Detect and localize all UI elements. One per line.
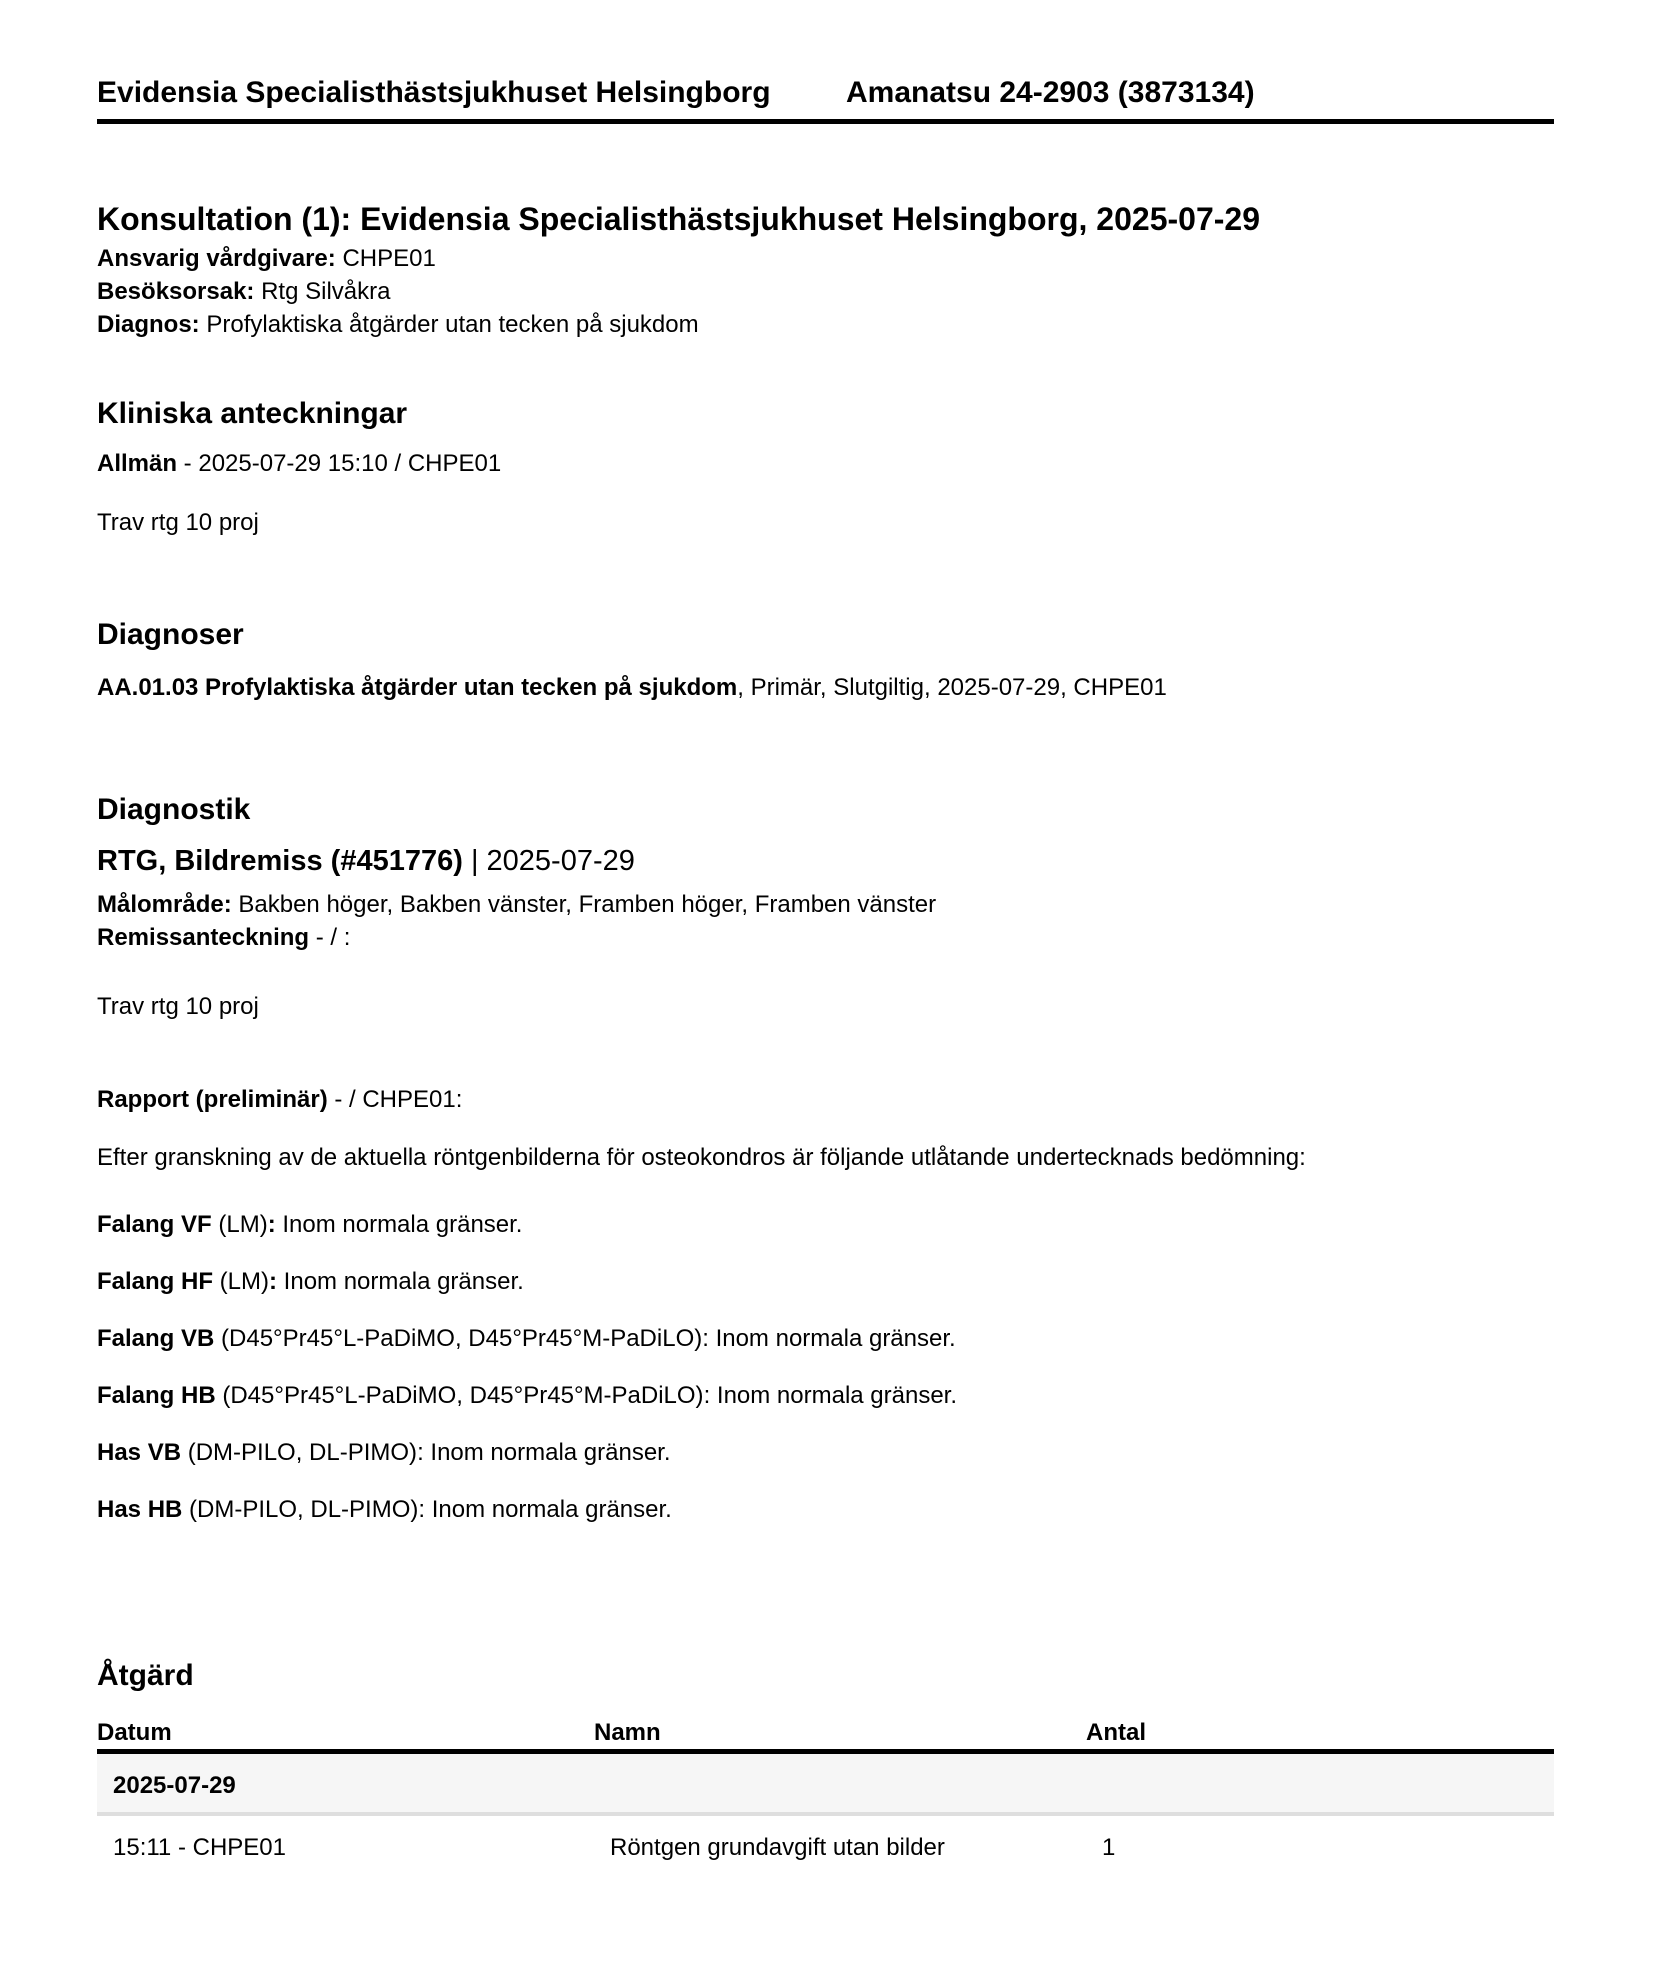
field-remissanteckning: [97, 921, 1554, 954]
referral-fields: [97, 888, 1554, 954]
field-ansvarig-vardgivare: [97, 242, 1554, 275]
document-header: [97, 75, 1554, 124]
finding-name: Falang HF: [97, 1268, 214, 1295]
referral-note-text: Trav rtg 10 proj: [97, 993, 259, 1020]
finding-detail: (LM): [211, 1211, 268, 1238]
field-value: - / :: [309, 924, 351, 951]
field-label: Besöksorsak:: [97, 278, 255, 305]
diagnostics-heading: Diagnostik: [97, 793, 251, 826]
field-diagnos: [97, 308, 1554, 341]
finding-has-hb: [97, 1493, 1554, 1526]
field-label: Ansvarig vårdgivare:: [97, 245, 336, 272]
finding-name: Has VB: [97, 1439, 182, 1466]
finding-falang-hf: [97, 1265, 1554, 1298]
field-value: Bakben höger, Bakben vänster, Framben höger, Framben vänster: [231, 891, 937, 918]
diagnosis-code-title: AA.01.03 Profylaktiska åtgärder utan tecken på sjukdom: [97, 674, 738, 701]
actions-table: [97, 1716, 1554, 1864]
diagnosis-details: , Primär, Slutgiltig, 2025-07-29, CHPE01: [737, 674, 1167, 701]
finding-name: Falang HB: [97, 1382, 216, 1409]
column-header-namn: Namn: [594, 1719, 661, 1746]
cell-antal: 1: [1102, 1834, 1116, 1861]
table-date-group-row: [97, 1754, 1554, 1816]
cell-namn: Röntgen grundavgift utan bilder: [610, 1834, 945, 1861]
finding-result: : Inom normala gränser.: [702, 1325, 956, 1352]
actions-heading: Åtgärd: [97, 1659, 194, 1692]
field-value: Profylaktiska åtgärder utan tecken på sjukdom: [199, 311, 699, 338]
field-label: Målområde:: [97, 891, 232, 918]
clinic-name: Evidensia Specialisthästsjukhuset Helsingborg: [97, 76, 771, 109]
finding-falang-vf: [97, 1208, 1554, 1241]
finding-detail: (DM-PILO, DL-PIMO): [182, 1496, 419, 1523]
finding-detail: (D45°Pr45°L-PaDiMO, D45°Pr45°M-PaDiLO): [214, 1325, 703, 1352]
referral-date: | 2025-07-29: [462, 845, 635, 877]
patient-identifier: Amanatsu 24-2903 (3873134): [846, 76, 1255, 109]
report-meta: - / CHPE01:: [327, 1086, 463, 1113]
finding-detail: (LM): [213, 1268, 270, 1295]
finding-result: : Inom normala gränser.: [417, 1439, 671, 1466]
finding-result: Inom normala gränser.: [277, 1268, 524, 1295]
finding-name: Falang VF: [97, 1211, 212, 1238]
field-besoksorsak: [97, 275, 1554, 308]
finding-falang-vb: [97, 1322, 1554, 1355]
actions-table-header: [97, 1716, 1554, 1754]
clinical-note-entry: [97, 447, 1554, 480]
finding-has-vb: [97, 1436, 1554, 1469]
column-header-antal: Antal: [1086, 1719, 1146, 1746]
finding-name: Has HB: [97, 1496, 183, 1523]
referral-title: RTG, Bildremiss (#451776): [97, 845, 463, 877]
finding-detail: (DM-PILO, DL-PIMO): [181, 1439, 418, 1466]
cell-datum: 15:11 - CHPE01: [113, 1834, 286, 1861]
clinical-notes-heading: Kliniska anteckningar: [97, 397, 408, 430]
finding-colon: :: [269, 1268, 278, 1295]
finding-detail: (D45°Pr45°L-PaDiMO, D45°Pr45°M-PaDiLO): [215, 1382, 704, 1409]
report-header: [97, 1083, 1554, 1116]
column-header-datum: Datum: [97, 1719, 172, 1746]
finding-result: : Inom normala gränser.: [418, 1496, 672, 1523]
consultation-title: Konsultation (1): Evidensia Specialisthästsjukhuset Helsingborg, 2025-07-29: [97, 201, 1260, 237]
report-intro: Efter granskning av de aktuella röntgenbilderna för osteokondros är följande utlåtande undertecknads bedömning:: [97, 1144, 1306, 1171]
consultation-info: [97, 242, 1554, 341]
diagnoses-heading: Diagnoser: [97, 618, 244, 651]
field-label: Remissanteckning: [97, 924, 310, 951]
diagnosis-entry: [97, 671, 1554, 704]
field-malomrade: [97, 888, 1554, 921]
finding-result: Inom normala gränser.: [275, 1211, 523, 1238]
field-value: CHPE01: [335, 245, 436, 272]
finding-colon: :: [267, 1211, 276, 1238]
field-value: Rtg Silvåkra: [254, 278, 391, 305]
clinical-note-text: Trav rtg 10 proj: [97, 509, 259, 536]
date-group-label: 2025-07-29: [113, 1772, 236, 1799]
table-row: [97, 1816, 1554, 1864]
field-label: Diagnos:: [97, 311, 200, 338]
note-type-label: Allmän: [97, 450, 178, 477]
report-label: Rapport (preliminär): [97, 1086, 328, 1113]
finding-falang-hb: [97, 1379, 1554, 1412]
finding-result: : Inom normala gränser.: [703, 1382, 958, 1409]
referral-title-line: [97, 842, 1554, 880]
note-meta: - 2025-07-29 15:10 / CHPE01: [177, 450, 502, 477]
finding-name: Falang VB: [97, 1325, 215, 1352]
